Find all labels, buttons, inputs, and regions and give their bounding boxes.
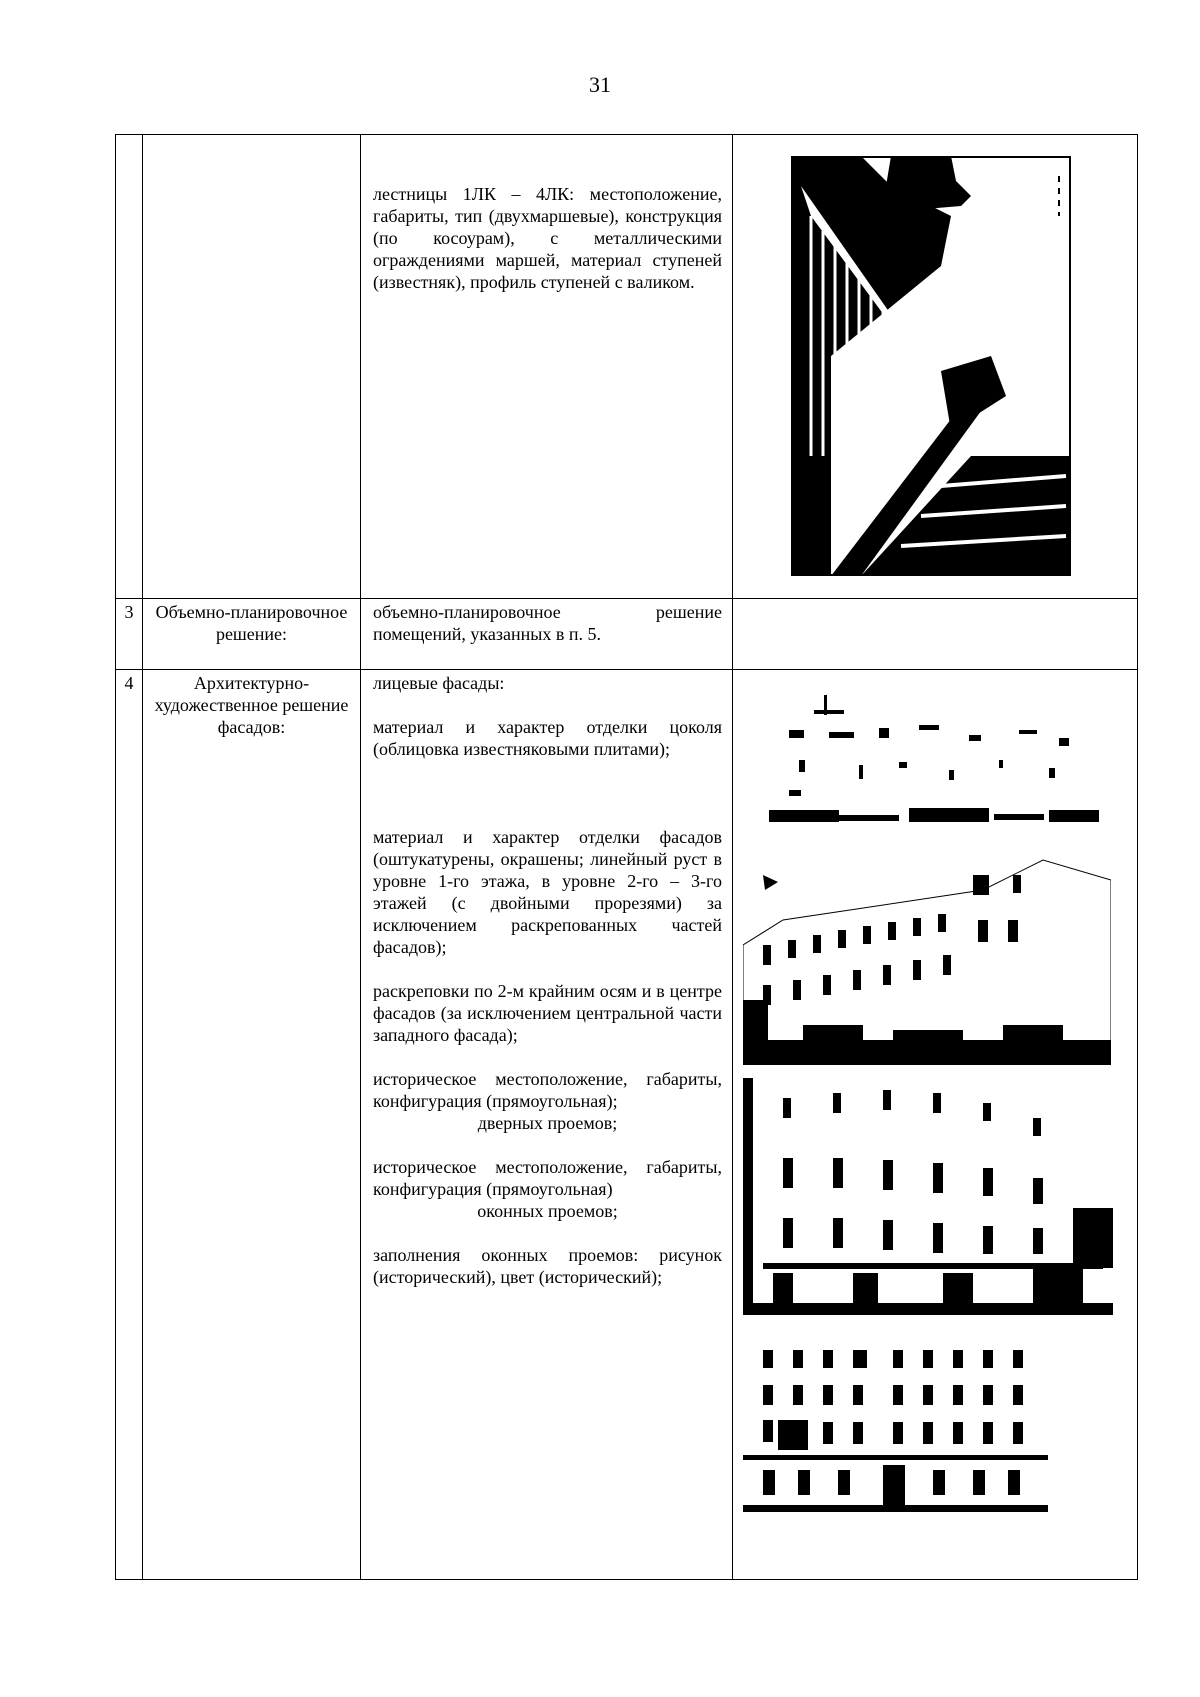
facade-windows-photo (743, 1078, 1113, 1315)
page-number: 31 (589, 72, 611, 97)
row-name-cell: Архитектурно-художественное решение фасадов: (143, 670, 361, 1580)
row-description-cell (361, 599, 733, 670)
row-number-cell: 3 (116, 599, 143, 670)
table-row (116, 599, 1138, 670)
window-fillings-text: заполнения оконных проемов: рисунок (исторический), цвет (исторический); (373, 1245, 722, 1287)
table-row (116, 670, 1138, 1580)
row-number-cell (116, 135, 143, 599)
row-name-cell (143, 135, 361, 599)
row-description-cell (361, 670, 733, 1580)
facade-front-photo (743, 1330, 1048, 1512)
window-openings-location-text: историческое местоположение, габариты, конфигурация (прямоугольная) (373, 1157, 722, 1199)
door-openings-label: дверных проемов; (477, 1113, 618, 1133)
row-photo-cell (733, 670, 1138, 1580)
plinth-photo (769, 690, 1099, 830)
projections-text: раскреповки по 2-м крайним осям и в центре фасадов (за исключением центральной части западного фасада); (373, 981, 722, 1045)
stairs-description: лестницы 1ЛК – 4ЛК: местоположение, габариты, тип (двухмаршевые), конструкция (по косоурам), с металлическими ограждениями маршей, материал ступеней (известняк), профиль ступеней с валиком. (373, 184, 722, 292)
facade-finish-text: материал и характер отделки фасадов (оштукатурены, окрашены; линейный руст в уровне 1-го этажа, в уровне 2-го – 3-го этажей (с двойными прорезями) за исключением раскрепованных частей фасадов); (373, 827, 722, 957)
row-photo-cell (733, 599, 1138, 670)
planning-description: объемно-планировочное решение помещений, указанных в п. 5. (373, 602, 722, 644)
window-openings-label: оконных проемов; (477, 1201, 618, 1221)
staircase-photo (791, 156, 1071, 576)
row-number-cell: 4 (116, 670, 143, 1580)
door-openings-location-text: историческое местоположение, габариты, конфигурация (прямоугольная); (373, 1069, 722, 1111)
row-photo-cell (733, 135, 1138, 599)
monument-subject-table (115, 134, 1138, 1580)
facades-heading: лицевые фасады: (373, 673, 505, 693)
facade-corner-photo (743, 850, 1111, 1065)
table-row (116, 135, 1138, 599)
row-name-cell: Объемно-планировочное решение: (143, 599, 361, 670)
plinth-finish-text: материал и характер отделки цоколя (облицовка известняковыми плитами); (373, 717, 722, 759)
row-description-cell (361, 135, 733, 599)
